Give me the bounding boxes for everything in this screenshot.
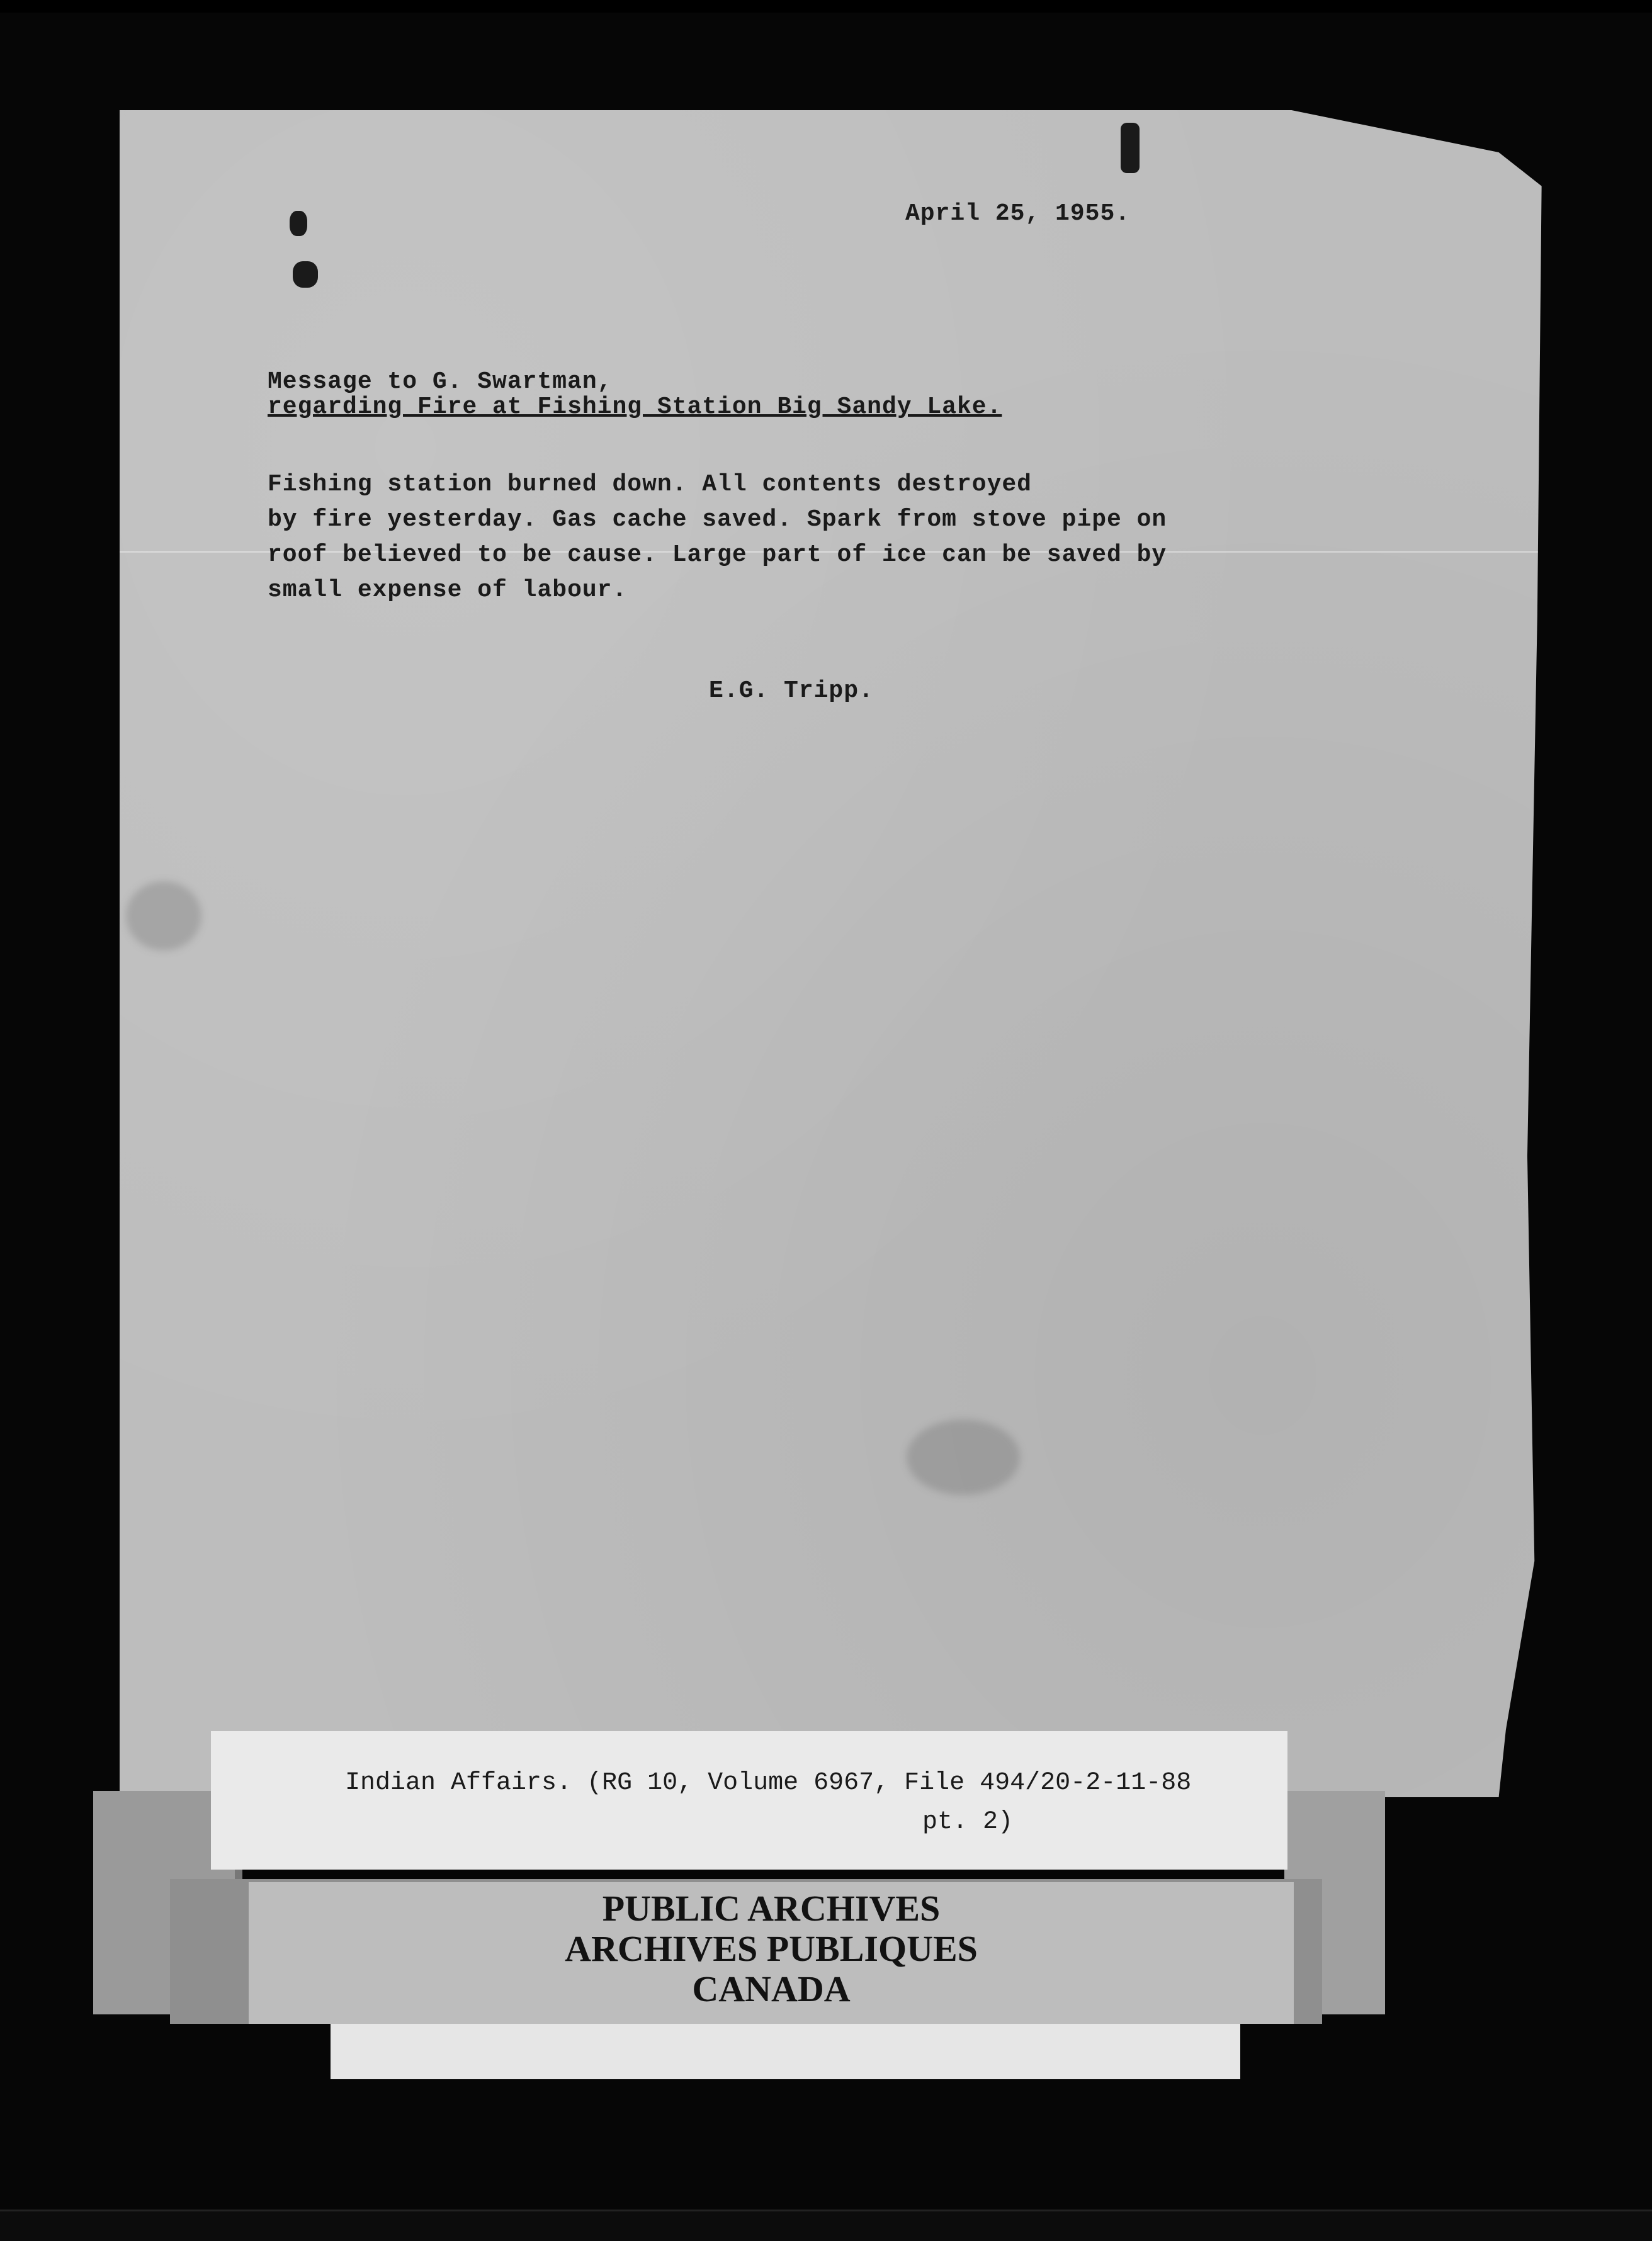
reference-label-card — [211, 1731, 1287, 1870]
archive-reference-line1: Indian Affairs. (RG 10, Volume 6967, File 494/20-2-11-88 — [345, 1769, 1192, 1797]
archives-stamp-line1: PUBLIC ARCHIVES — [602, 1888, 941, 1929]
letter-signature: E.G. Tripp. — [709, 677, 874, 704]
film-edge-bottom — [0, 2210, 1652, 2241]
document-sheet — [120, 110, 1549, 1797]
stain-left — [126, 881, 201, 951]
staple-mark-1 — [290, 211, 307, 236]
letter-addressee: Message to G. Swartman, — [268, 368, 613, 395]
letter-subject: regarding Fire at Fishing Station Big Sandy Lake. — [268, 393, 1002, 421]
staple-mark-2 — [293, 261, 318, 288]
label-bottom-strip — [331, 2024, 1240, 2079]
archives-stamp-line2: ARCHIVES PUBLIQUES — [565, 1928, 978, 1969]
letter-date: April 25, 1955. — [905, 200, 1131, 227]
archive-reference-line2: pt. 2) — [922, 1808, 1014, 1836]
film-edge-top — [0, 0, 1652, 13]
letter-body: Fishing station burned down. All contents destroyed by fire yesterday. Gas cache saved. Spark from stove pipe on roof believed to be cause. Large part of ice can be saved by small expense of labour. — [268, 471, 1167, 604]
stain-bottom — [907, 1420, 1020, 1495]
archives-stamp-line3: CANADA — [692, 1968, 851, 2009]
corner-mark — [1121, 123, 1140, 173]
